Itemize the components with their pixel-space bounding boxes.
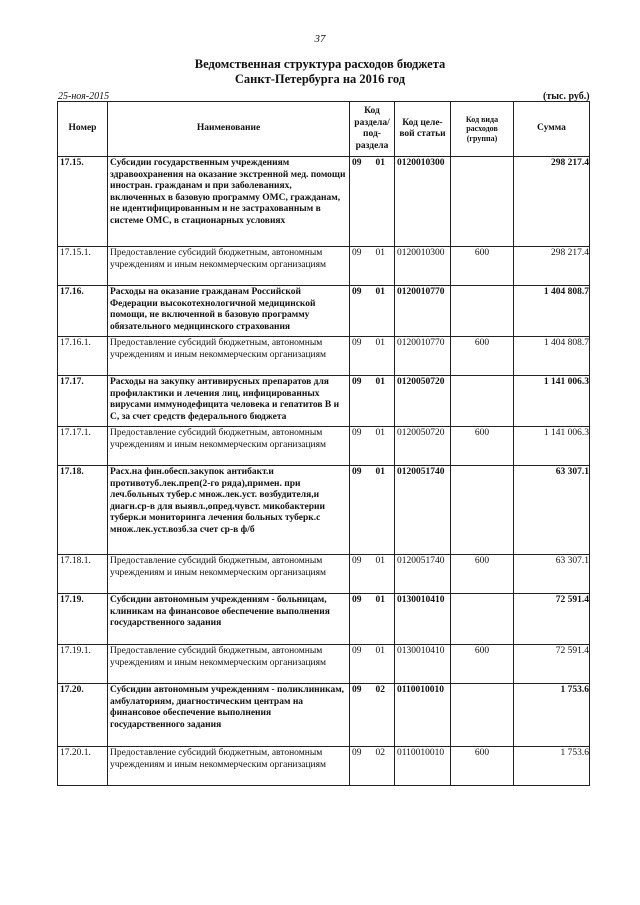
row-number: 17.17.1. <box>58 427 108 466</box>
row-target-code: 0120010770 <box>395 286 451 337</box>
row-expense-type: 600 <box>451 427 514 466</box>
section-code: 09 <box>352 646 362 656</box>
row-target-code: 0120010300 <box>395 247 451 286</box>
title-line-1: Ведомственная структура расходов бюджета <box>194 57 446 71</box>
row-expense-type <box>451 286 514 337</box>
row-target-code: 0120010300 <box>395 157 451 247</box>
table-row <box>58 157 590 247</box>
section-code: 09 <box>352 595 362 605</box>
row-expense-type <box>451 466 514 555</box>
row-sum: 298 217.4 <box>514 157 590 247</box>
section-code: 09 <box>352 685 362 695</box>
row-sum: 1 753.6 <box>514 747 590 786</box>
subsection-code: 01 <box>375 248 385 258</box>
section-code: 09 <box>352 428 362 438</box>
row-expense-type: 600 <box>451 247 514 286</box>
section-code: 09 <box>352 158 362 168</box>
row-expense-type: 600 <box>451 555 514 594</box>
row-target-code: 0130010410 <box>395 594 451 645</box>
row-section-code <box>350 427 395 466</box>
row-sum: 1 753.6 <box>514 684 590 747</box>
section-code: 09 <box>352 248 362 258</box>
row-name: Расх.на фин.обесп.закупок антибакт.и противотуб.лек.преп(2-го ряда),примен. при леч.больных тубер.с множ.лек.уст. возбудителя,и диагн.ср-в для выявл.,опред.чувст. микобактерии туберк.и мониторинга лечения больных туберк.с множ.лек.уст.возб.за счет ср-в ф/б <box>108 466 350 555</box>
row-section-code <box>350 247 395 286</box>
table-row <box>58 555 590 594</box>
row-target-code: 0120051740 <box>395 466 451 555</box>
subsection-code: 02 <box>375 748 385 758</box>
row-number: 17.20.1. <box>58 747 108 786</box>
row-name: Субсидии автономным учреждениям - больницам, клиникам на финансовое обеспечение выполнения государственного задания <box>108 594 350 645</box>
row-section-code <box>350 466 395 555</box>
row-name: Субсидии автономным учреждениям - поликлиникам, амбулаториям, диагностическим центрам на финансовое обеспечение выполнения государственного задания <box>108 684 350 747</box>
row-section-code <box>350 645 395 684</box>
row-section-code <box>350 747 395 786</box>
document-date: 25-ноя-2015 <box>58 91 110 102</box>
table-row <box>58 594 590 645</box>
row-number: 17.19.1. <box>58 645 108 684</box>
table-row <box>58 376 590 427</box>
row-expense-type <box>451 684 514 747</box>
table-row <box>58 684 590 747</box>
row-number: 17.18. <box>58 466 108 555</box>
table-row <box>58 427 590 466</box>
header-number: Номер <box>58 102 108 157</box>
section-code: 09 <box>352 338 362 348</box>
row-name: Предоставление субсидий бюджетным, автономным учреждениям и иным некоммерческим организациям <box>108 555 350 594</box>
row-expense-type <box>451 157 514 247</box>
row-number: 17.19. <box>58 594 108 645</box>
row-number: 17.18.1. <box>58 555 108 594</box>
row-sum: 63 307.1 <box>514 555 590 594</box>
row-name: Расходы на закупку антивирусных препаратов для профилактики и лечения лиц, инфицированных вирусами иммунодефицита человека и гепатитов В и С, за счет средств федерального бюджета <box>108 376 350 427</box>
header-section: Код раздела/ под- раздела <box>350 102 395 157</box>
row-target-code: 0110010010 <box>395 747 451 786</box>
row-target-code: 0120050720 <box>395 376 451 427</box>
title-line-2: Санкт-Петербурга на 2016 год <box>234 72 406 86</box>
row-number: 17.15. <box>58 157 108 247</box>
row-sum: 63 307.1 <box>514 466 590 555</box>
subsection-code: 01 <box>375 467 385 477</box>
row-target-code: 0120051740 <box>395 555 451 594</box>
row-section-code <box>350 286 395 337</box>
row-name: Расходы на оказание гражданам Российской Федерации высокотехнологичной медицинской помощи, не включенной в базовую программу обязательного медицинского страхования <box>108 286 350 337</box>
row-section-code <box>350 376 395 427</box>
section-code: 09 <box>352 377 362 387</box>
row-number: 17.16. <box>58 286 108 337</box>
row-target-code: 0110010010 <box>395 684 451 747</box>
row-section-code <box>350 157 395 247</box>
table-row <box>58 286 590 337</box>
subsection-code: 01 <box>375 595 385 605</box>
row-name: Предоставление субсидий бюджетным, автономным учреждениям и иным некоммерческим организациям <box>108 247 350 286</box>
row-sum: 1 404 808.7 <box>514 337 590 376</box>
subsection-code: 01 <box>375 646 385 656</box>
document-title <box>0 57 640 87</box>
row-number: 17.15.1. <box>58 247 108 286</box>
table-row <box>58 747 590 786</box>
section-code: 09 <box>352 287 362 297</box>
row-target-code: 0130010410 <box>395 645 451 684</box>
subsection-code: 02 <box>375 685 385 695</box>
section-code: 09 <box>352 467 362 477</box>
row-sum: 72 591.4 <box>514 645 590 684</box>
row-section-code <box>350 594 395 645</box>
table-body <box>58 157 590 786</box>
row-name: Субсидии государственным учреждениям здравоохранения на оказание экстренной мед. помощи иностран. гражданам и при заболеваниях, включенных в базовую программу ОМС, гражданам, не идентифицированным и не застрахованным в системе ОМС, в стационарных условиях <box>108 157 350 247</box>
row-number: 17.20. <box>58 684 108 747</box>
budget-table <box>57 101 590 786</box>
table-row <box>58 645 590 684</box>
row-sum: 72 591.4 <box>514 594 590 645</box>
row-name: Предоставление субсидий бюджетным, автономным учреждениям и иным некоммерческим организациям <box>108 645 350 684</box>
header-name: Наименование <box>108 102 350 157</box>
subsection-code: 01 <box>375 556 385 566</box>
row-sum: 1 141 006.3 <box>514 376 590 427</box>
header-sum: Сумма <box>514 102 590 157</box>
row-number: 17.17. <box>58 376 108 427</box>
subsection-code: 01 <box>375 158 385 168</box>
table-row <box>58 247 590 286</box>
row-target-code: 0120010770 <box>395 337 451 376</box>
row-section-code <box>350 337 395 376</box>
table-row <box>58 337 590 376</box>
row-name: Предоставление субсидий бюджетным, автономным учреждениям и иным некоммерческим организациям <box>108 427 350 466</box>
subsection-code: 01 <box>375 287 385 297</box>
row-name: Предоставление субсидий бюджетным, автономным учреждениям и иным некоммерческим организациям <box>108 747 350 786</box>
row-sum: 1 141 006.3 <box>514 427 590 466</box>
row-expense-type: 600 <box>451 747 514 786</box>
table-row <box>58 466 590 555</box>
section-code: 09 <box>352 556 362 566</box>
row-expense-type: 600 <box>451 337 514 376</box>
row-sum: 298 217.4 <box>514 247 590 286</box>
header-target: Код целе- вой статьи <box>395 102 451 157</box>
section-code: 09 <box>352 748 362 758</box>
row-sum: 1 404 808.7 <box>514 286 590 337</box>
header-expense-type: Код вида расходов (группа) <box>451 102 514 157</box>
row-number: 17.16.1. <box>58 337 108 376</box>
row-expense-type <box>451 594 514 645</box>
row-target-code: 0120050720 <box>395 427 451 466</box>
row-expense-type: 600 <box>451 645 514 684</box>
row-expense-type <box>451 376 514 427</box>
units-label: (тыс. руб.) <box>543 91 590 102</box>
subsection-code: 01 <box>375 428 385 438</box>
table-header-row <box>58 102 590 157</box>
subsection-code: 01 <box>375 377 385 387</box>
subsection-code: 01 <box>375 338 385 348</box>
row-name: Предоставление субсидий бюджетным, автономным учреждениям и иным некоммерческим организациям <box>108 337 350 376</box>
row-section-code <box>350 555 395 594</box>
row-section-code <box>350 684 395 747</box>
page-number: 37 <box>314 33 326 45</box>
